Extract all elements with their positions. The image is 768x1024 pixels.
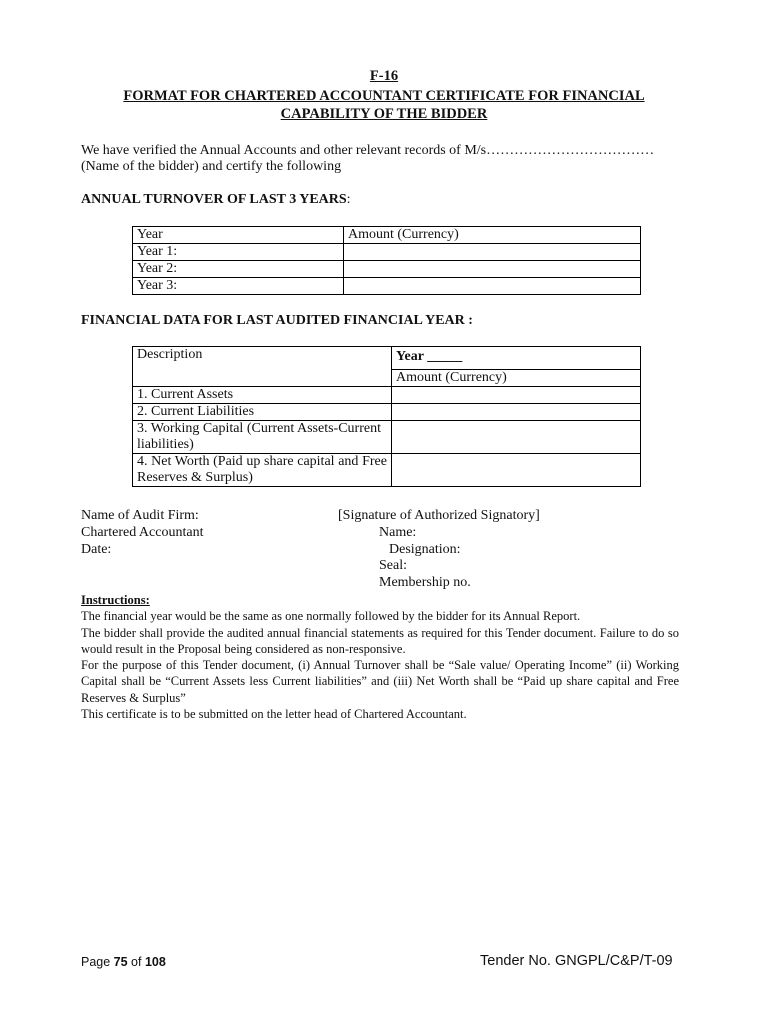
membership-label: Membership no. — [379, 575, 471, 590]
table-row — [133, 278, 641, 295]
financial-row-current-assets: 1. Current Assets — [133, 387, 392, 404]
financial-table — [132, 346, 641, 487]
instruction-item: For the purpose of this Tender document, (i) Annual Turnover shall be “Sale value/ Operating Income” (ii) Working Capital shall be “Current Assets less Current liabilities” and (iii) Net Worth shall be “Paid up share capital and Free Reserves & Surplus” — [81, 658, 679, 705]
table-row — [133, 404, 641, 421]
turnover-heading-text: ANNUAL TURNOVER OF LAST 3 YEARS — [81, 192, 347, 207]
audit-firm-label: Name of Audit Firm: — [81, 508, 199, 523]
turnover-year-3: Year 3: — [133, 278, 344, 295]
seal-label: Seal: — [379, 558, 407, 573]
turnover-amount-1 — [344, 244, 641, 261]
signatory-name-label: Name: — [379, 525, 417, 540]
page-title-line2: CAPABILITY OF THE BIDDER — [280, 106, 488, 122]
intro-line2: (Name of the bidder) and certify the following — [81, 159, 342, 174]
table-row — [133, 454, 641, 487]
page-number — [81, 955, 166, 969]
instruction-item: The financial year would be the same as one normally followed by the bidder for its Annual Report. — [81, 609, 581, 624]
turnover-amount-2 — [344, 261, 641, 278]
tender-number: Tender No. GNGPL/C&P/T-09 — [480, 953, 673, 969]
table-row — [133, 387, 641, 404]
financial-col-amount: Amount (Currency) — [392, 370, 641, 387]
turnover-heading — [81, 192, 351, 208]
turnover-heading-suffix: : — [346, 192, 351, 207]
financial-row-current-liabilities: 2. Current Liabilities — [133, 404, 392, 421]
instructions — [81, 592, 679, 722]
financial-col-description: Description — [133, 347, 392, 387]
turnover-table — [132, 226, 641, 295]
page-prefix: Page — [81, 955, 114, 969]
turnover-amount-3 — [344, 278, 641, 295]
financial-value-3 — [392, 421, 641, 454]
table-row — [133, 347, 641, 370]
financial-row-net-worth: 4. Net Worth (Paid up share capital and Free Reserves & Surplus) — [133, 454, 392, 487]
turnover-col-year: Year — [133, 227, 344, 244]
financial-row-working-capital: 3. Working Capital (Current Assets-Current liabilities) — [133, 421, 392, 454]
instruction-item: The bidder shall provide the audited annual financial statements as required for this Tender document. Failure to do so would result in the Proposal being considered as non-responsive. — [81, 625, 679, 656]
page-title-line1: FORMAT FOR CHARTERED ACCOUNTANT CERTIFICATE FOR FINANCIAL — [123, 88, 645, 104]
signature-title: [Signature of Authorized Signatory] — [338, 508, 540, 523]
financial-col-year: Year _____ — [392, 347, 641, 370]
table-row — [133, 261, 641, 278]
page-current: 75 — [113, 955, 128, 969]
financial-heading: FINANCIAL DATA FOR LAST AUDITED FINANCIAL YEAR : — [81, 313, 473, 328]
turnover-col-amount: Amount (Currency) — [344, 227, 641, 244]
date-label: Date: — [81, 542, 112, 557]
table-row — [133, 227, 641, 244]
designation-label: Designation: — [389, 542, 461, 557]
turnover-year-1: Year 1: — [133, 244, 344, 261]
intro-line1: We have verified the Annual Accounts and other relevant records of M/s……………………………… — [81, 143, 655, 158]
table-row — [133, 421, 641, 454]
instruction-item: This certificate is to be submitted on the letter head of Chartered Accountant. — [81, 707, 467, 722]
turnover-year-2: Year 2: — [133, 261, 344, 278]
page-total: 108 — [144, 955, 166, 969]
table-row — [133, 244, 641, 261]
page-of: of — [127, 955, 145, 969]
instructions-heading: Instructions: — [81, 593, 150, 607]
financial-value-4 — [392, 454, 641, 487]
chartered-accountant-label: Chartered Accountant — [81, 525, 204, 540]
financial-value-1 — [392, 387, 641, 404]
form-number: F-16 — [369, 68, 399, 84]
financial-value-2 — [392, 404, 641, 421]
